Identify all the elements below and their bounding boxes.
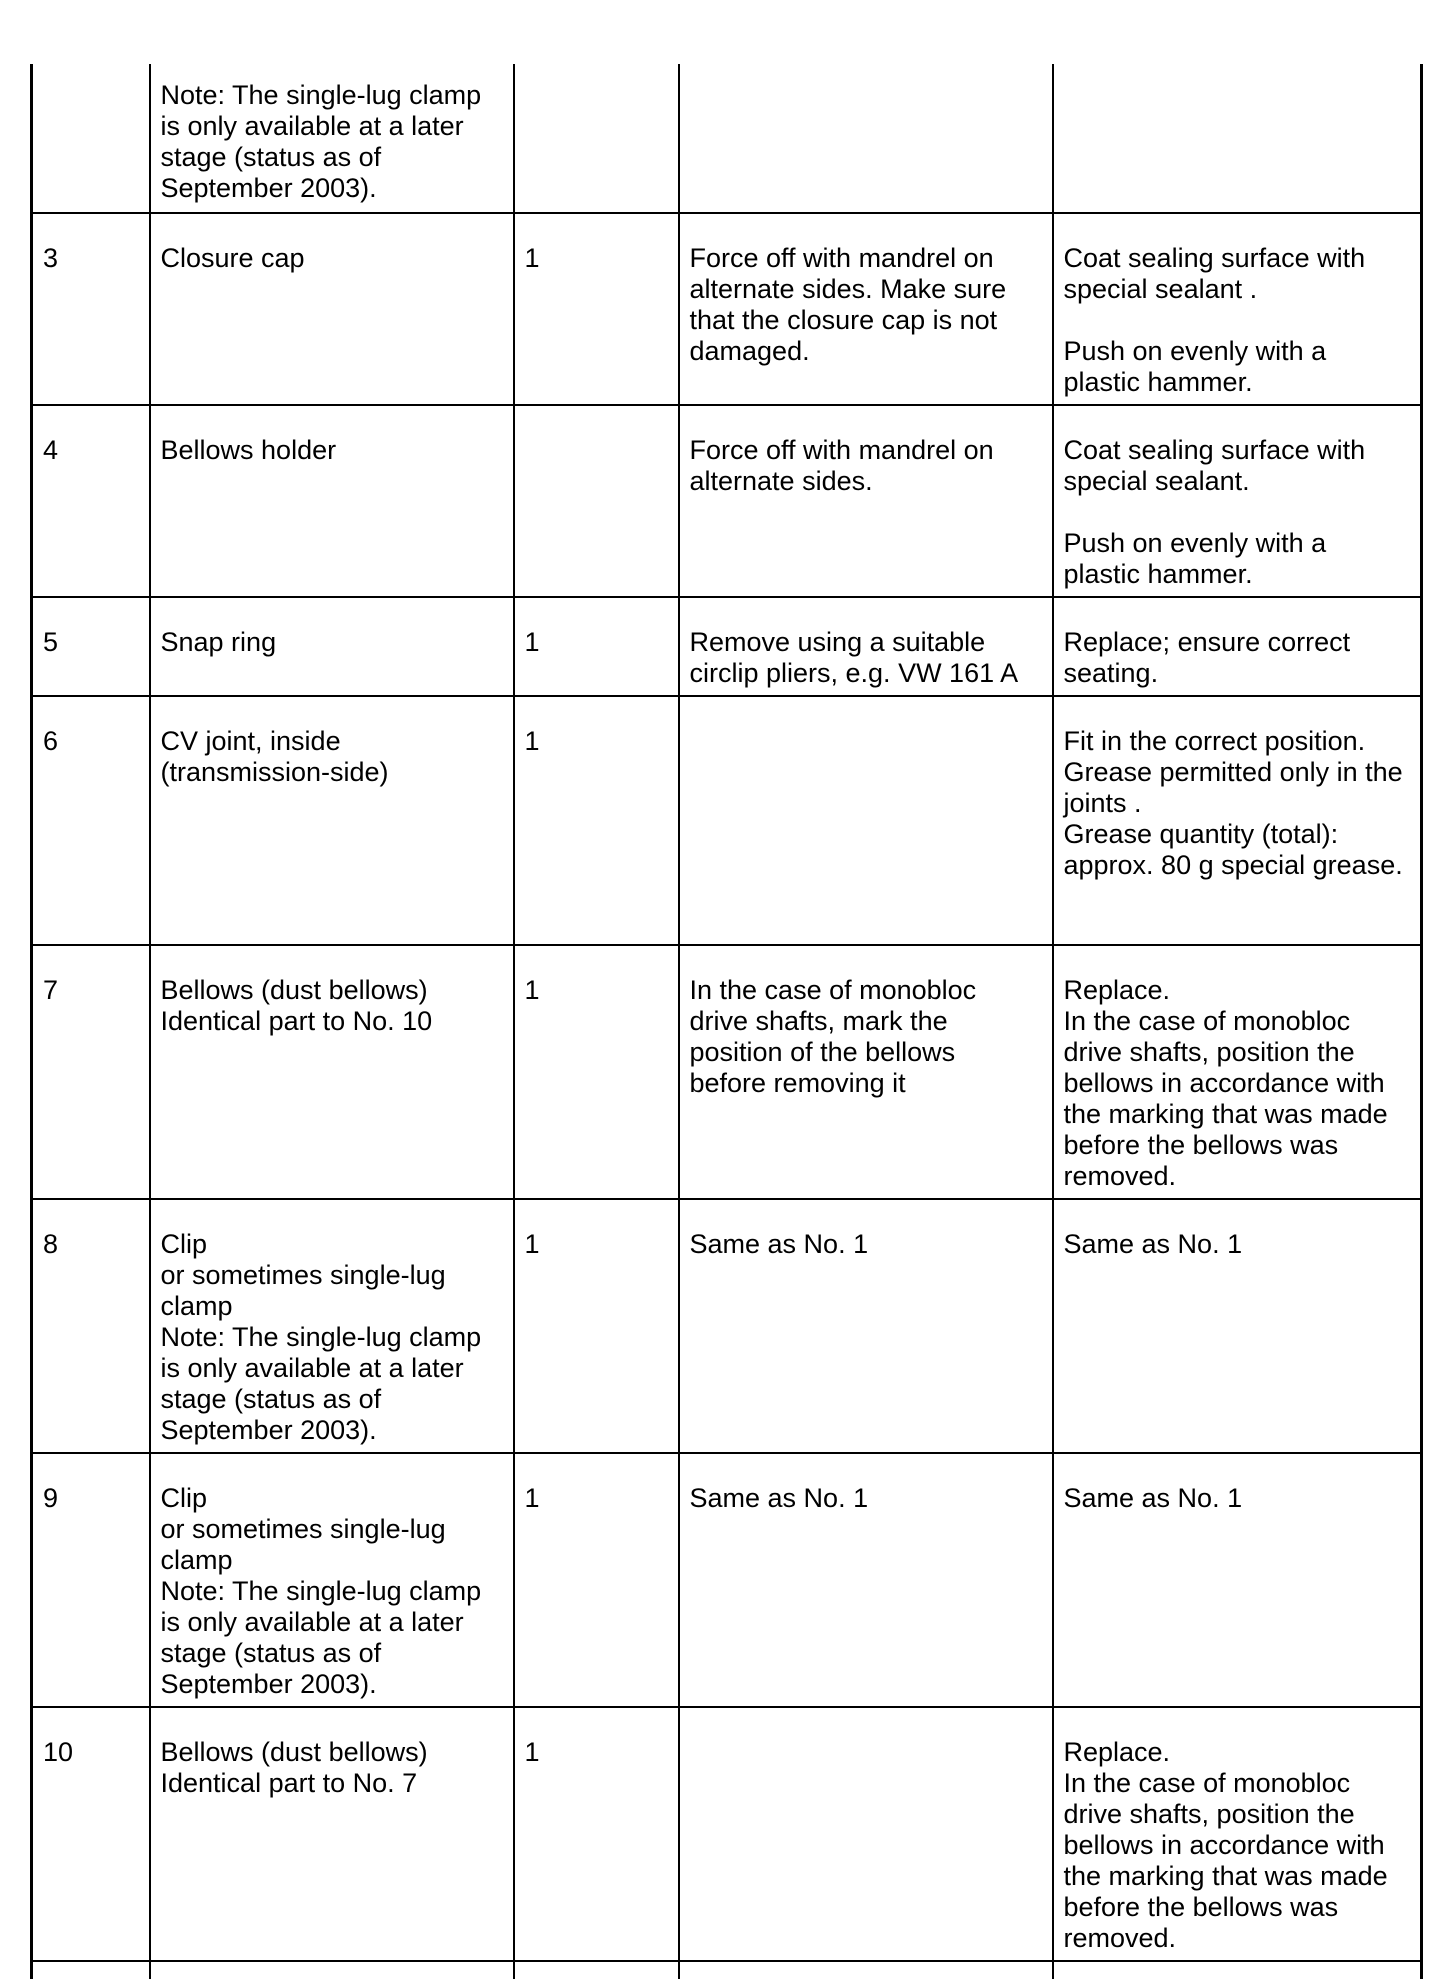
item-number-cell: 4	[32, 405, 150, 597]
quantity-cell: 1	[514, 1707, 679, 1961]
installation-note: Replace. In the case of monobloc drive shafts, position the bellows in accordance with the marking that was made before the bellows was removed.	[1063, 1737, 1388, 1953]
table-row	[32, 64, 1422, 213]
installation-note: Replace; ensure correct seating.	[1063, 627, 1351, 688]
removal-cell	[679, 1707, 1053, 1961]
item-number-cell: 6	[32, 696, 150, 945]
empty-cell	[150, 1961, 514, 1979]
table-row	[32, 1961, 1422, 1979]
part-cell: Closure cap	[150, 213, 514, 405]
item-number-cell	[32, 64, 150, 213]
item-number-cell: 9	[32, 1453, 150, 1707]
quantity-cell	[514, 405, 679, 597]
part-cell: Clip or sometimes single-lug clamp Note: The single-lug clamp is only available at a later stage (status as of September 2003).	[150, 1453, 514, 1707]
item-number-cell: 8	[32, 1199, 150, 1453]
quantity-cell: 1	[514, 597, 679, 696]
installation-cell	[1053, 1453, 1422, 1707]
installation-cell	[1053, 1707, 1422, 1961]
removal-cell: Force off with mandrel on alternate sides.	[679, 405, 1053, 597]
installation-note: Fit in the correct position. Grease permitted only in the joints . Grease quantity (total): approx. 80 g special grease.	[1063, 726, 1403, 880]
installation-cell	[1053, 64, 1422, 213]
table-row	[32, 597, 1422, 696]
item-number-cell: 10	[32, 1707, 150, 1961]
installation-cell	[1053, 1199, 1422, 1453]
installation-note: Same as No. 1	[1063, 1483, 1243, 1513]
empty-cell	[679, 1961, 1053, 1979]
quantity-cell: 1	[514, 1453, 679, 1707]
quantity-cell: 1	[514, 1199, 679, 1453]
item-number-cell: 7	[32, 945, 150, 1199]
quantity-cell: 1	[514, 945, 679, 1199]
table-row	[32, 405, 1422, 597]
table-row	[32, 696, 1422, 945]
quantity-cell	[514, 64, 679, 213]
removal-cell: Force off with mandrel on alternate sides. Make sure that the closure cap is not damaged.	[679, 213, 1053, 405]
empty-cell	[1053, 1961, 1422, 1979]
part-cell: CV joint, inside (transmission-side)	[150, 696, 514, 945]
installation-note: Coat sealing surface with special sealant .	[1063, 243, 1366, 304]
quantity-cell: 1	[514, 696, 679, 945]
installation-cell	[1053, 945, 1422, 1199]
part-cell: Bellows holder	[150, 405, 514, 597]
part-cell: Bellows (dust bellows) Identical part to No. 10	[150, 945, 514, 1199]
parts-table	[30, 64, 1423, 1979]
installation-cell	[1053, 597, 1422, 696]
installation-note: Replace. In the case of monobloc drive shafts, position the bellows in accordance with the marking that was made before the bellows was removed.	[1063, 975, 1388, 1191]
part-cell: Bellows (dust bellows) Identical part to No. 7	[150, 1707, 514, 1961]
item-number-cell: 5	[32, 597, 150, 696]
installation-cell	[1053, 213, 1422, 405]
part-cell: Snap ring	[150, 597, 514, 696]
table-row	[32, 1453, 1422, 1707]
removal-cell: Same as No. 1	[679, 1199, 1053, 1453]
removal-cell: Remove using a suitable circlip pliers, e.g. VW 161 A	[679, 597, 1053, 696]
installation-note: Coat sealing surface with special sealant.	[1063, 435, 1366, 496]
empty-cell	[514, 1961, 679, 1979]
table-row	[32, 213, 1422, 405]
part-cell: Clip or sometimes single-lug clamp Note: The single-lug clamp is only available at a later stage (status as of September 2003).	[150, 1199, 514, 1453]
removal-cell: Same as No. 1	[679, 1453, 1053, 1707]
empty-cell	[32, 1961, 150, 1979]
installation-note: Push on evenly with a plastic hammer.	[1063, 336, 1327, 397]
part-cell: Note: The single-lug clamp is only available at a later stage (status as of September 2003).	[150, 64, 514, 213]
table-row	[32, 945, 1422, 1199]
item-number-cell: 3	[32, 213, 150, 405]
removal-cell	[679, 64, 1053, 213]
installation-note: Push on evenly with a plastic hammer.	[1063, 528, 1327, 589]
table-row	[32, 1707, 1422, 1961]
removal-cell: In the case of monobloc drive shafts, mark the position of the bellows before removing it	[679, 945, 1053, 1199]
installation-cell	[1053, 405, 1422, 597]
table-row	[32, 1199, 1422, 1453]
installation-cell	[1053, 696, 1422, 945]
removal-cell	[679, 696, 1053, 945]
installation-note: Same as No. 1	[1063, 1229, 1243, 1259]
quantity-cell: 1	[514, 213, 679, 405]
